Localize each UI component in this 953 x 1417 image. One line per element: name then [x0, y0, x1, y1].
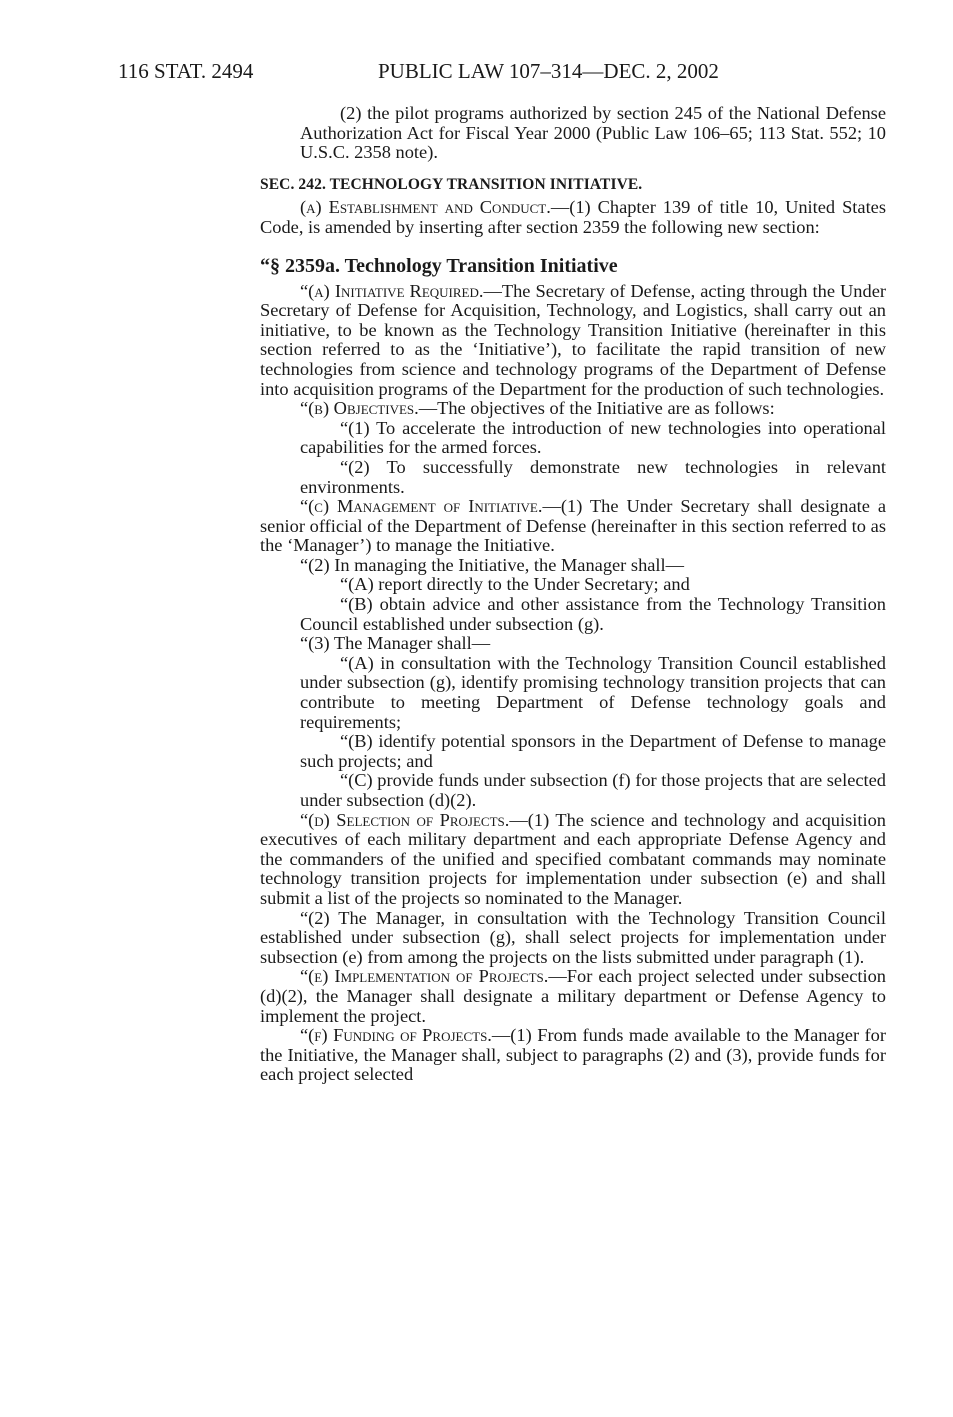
subsection-heading: “(c) Management of Initiative. [300, 496, 543, 517]
statute-page-number: 116 STAT. 2494 [118, 59, 254, 83]
subsection-heading: (a) Establishment and Conduct. [300, 197, 551, 218]
paragraph-implementation [260, 967, 886, 1026]
subsection-text: —(1) From funds made available to the Manager for the Initiative, the Manager shall, subject to paragraphs (2) and (3), provide funds for each project selected [260, 1025, 886, 1085]
subsection-text: —(1) The Under Secretary shall designate a senior official of the Department of Defense (hereinafter in this section referred to as the ‘Manager’) to manage the Initiative. [260, 496, 886, 556]
paragraph-provide-funds: “(C) provide funds under subsection (f) for those projects that are selected under subsection (d)(2). [300, 770, 886, 810]
paragraph-objective-1: “(1) To accelerate the introduction of new technologies into operational capabilities for the armed forces. [300, 417, 886, 458]
paragraph-identify-sponsors: “(B) identify potential sponsors in the Department of Defense to manage such projects; and [300, 731, 886, 771]
subsection-text: —(1) Chapter 139 of title 10, United States Code, is amended by inserting after section 2359 the following new section: [260, 197, 887, 237]
subsection-text: —The Secretary of Defense, acting through the Under Secretary of Defense for Acquisition, Technology, and Logistics, shall carry out an initiative, to be known as the Technology Transition Initiative (hereinafter in this section referred to as the ‘Initiative’), to facilitate the rapid transition of new technologies from science and technology programs of the Department of Defense into acquisition programs of the Department for the production of such technologies. [260, 280, 886, 399]
paragraph-objective-2: “(2) To successfully demonstrate new technologies in relevant environments. [300, 456, 886, 497]
paragraph-establishment [260, 198, 886, 237]
subsection-text: —(1) The science and technology and acquisition executives of each military department and each appropriate Defense Agency and the commanders of the unified and specified combatant commands may nominate technology transition projects for implementation under subsection (e) and shall submit a list of the projects so nominated to the Manager. [260, 809, 886, 908]
paragraph-report-directly: “(A) report directly to the Under Secretary; and [340, 574, 690, 595]
paragraph-funding [260, 1026, 886, 1085]
inserted-section-title: “§ 2359a. Technology Transition Initiative [260, 254, 618, 277]
paragraph-manager-shall: “(3) The Manager shall— [300, 633, 491, 654]
paragraph-pilot-programs: (2) the pilot programs authorized by section 245 of the National Defense Authorization Act for Fiscal Year 2000 (Public Law 106–65; 113 Stat. 552; 10 U.S.C. 2358 note). [300, 103, 886, 163]
paragraph-manager-select: “(2) The Manager, in consultation with the Technology Transition Council established under subsection (g), shall select projects for implementation under subsection (e) from among the projects on the lists submitted under paragraph (1). [260, 907, 886, 967]
subsection-heading: “(e) Implementation of Projects. [300, 966, 549, 987]
subsection-text: —For each project selected under subsection (d)(2), the Manager shall designate a military department or Defense Agency to implement the project. [260, 966, 886, 1026]
document-body [260, 104, 886, 1085]
public-law-citation: PUBLIC LAW 107–314—DEC. 2, 2002 [378, 59, 719, 83]
subsection-heading: “(a) Initiative Required. [300, 280, 484, 301]
paragraph-identify-projects: “(A) in consultation with the Technology Transition Council established under subsection (g), identify promising technology transition projects that can contribute to meeting Department of Defense technology goals and requirements; [300, 652, 886, 732]
paragraph-managing: “(2) In managing the Initiative, the Manager shall— [300, 554, 685, 575]
paragraph-initiative-required [260, 282, 886, 400]
section-heading: SEC. 242. TECHNOLOGY TRANSITION INITIATIVE. [260, 175, 643, 193]
paragraph-obtain-advice: “(B) obtain advice and other assistance from the Technology Transition Council established under subsection (g). [300, 594, 886, 634]
subsection-text: —The objectives of the Initiative are as follows: [418, 398, 775, 419]
paragraph-management [260, 497, 886, 556]
paragraph-objectives [260, 399, 886, 419]
subsection-heading: “(f) Funding of Projects. [300, 1025, 492, 1046]
subsection-heading: “(d) Selection of Projects. [300, 809, 510, 830]
subsection-heading: “(b) Objectives. [300, 398, 419, 419]
paragraph-selection [260, 811, 886, 909]
